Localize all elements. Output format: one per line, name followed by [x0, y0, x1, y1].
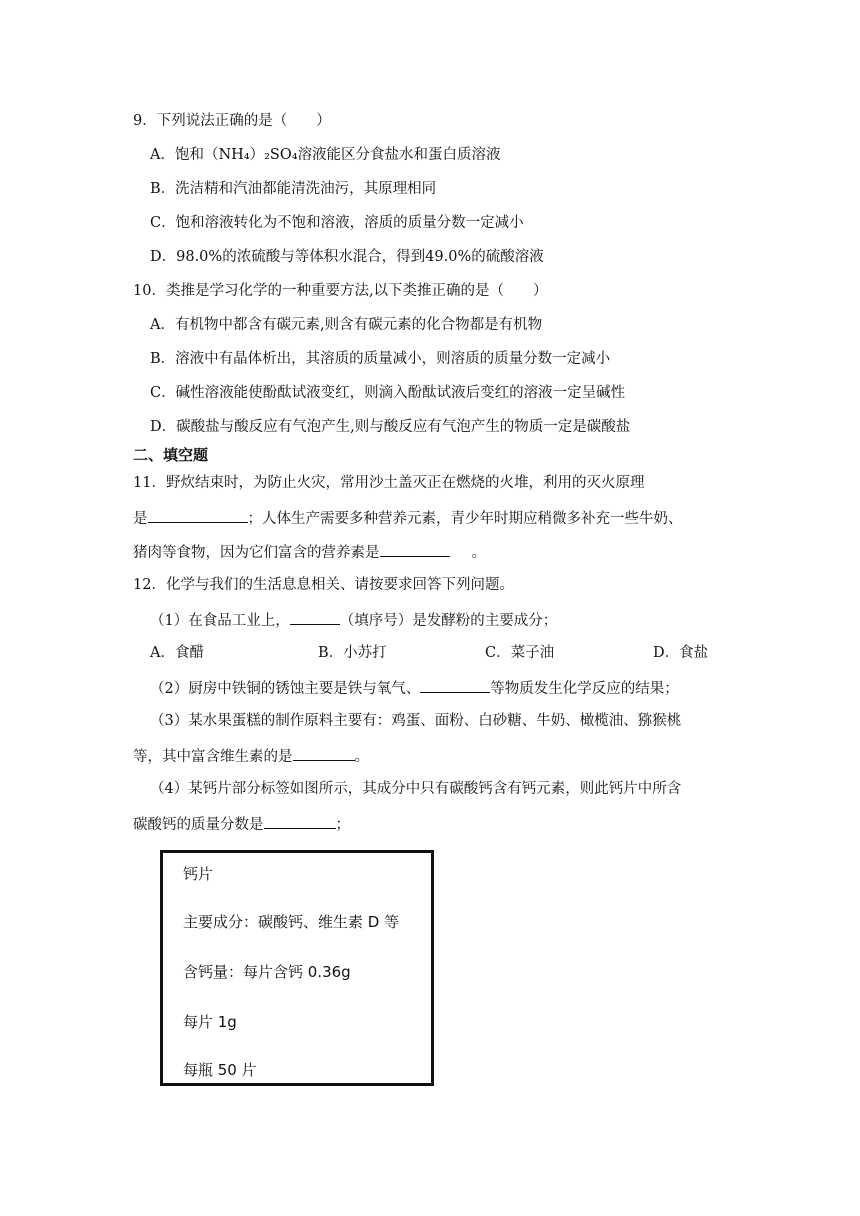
q9-option-b: B．洗洁精和汽油都能清洗油污，其原理相同 — [150, 181, 437, 197]
q11-text: 是 — [133, 511, 148, 527]
answer-blank[interactable] — [420, 677, 490, 693]
label-title: 钙片 — [183, 865, 214, 883]
q9-option-d: D．98.0%的浓硫酸与等体积水混合，得到49.0%的硫酸溶液 — [150, 249, 544, 265]
label-per-bottle: 每瓶 50 片 — [183, 1061, 257, 1079]
q10-option-b: B．溶液中有晶体析出，其溶质的质量减小，则溶质的质量分数一定减小 — [150, 351, 611, 367]
label-ingredients: 主要成分：碳酸钙、维生素 D 等 — [183, 913, 400, 931]
q10-option-c: C．碱性溶液能使酚酞试液变红，则滴入酚酞试液后变红的溶液一定呈碱性 — [150, 385, 626, 401]
q12-option-c: C．菜子油 — [485, 645, 555, 661]
answer-blank[interactable] — [264, 813, 336, 829]
q9-stem: 9．下列说法正确的是（ ） — [133, 113, 331, 129]
q9-option-c: C．饱和溶液转化为不饱和溶液，溶质的质量分数一定减小 — [150, 215, 524, 231]
label-calcium-content: 含钙量：每片含钙 0.36g — [183, 963, 351, 981]
q10-option-a: A．有机物中都含有碳元素,则含有碳元素的化合物都是有机物 — [150, 317, 543, 333]
q11-text: 猪肉等食物，因为它们富含的营养素是 — [133, 545, 380, 561]
q12-text: （填序号）是发酵粉的主要成分； — [339, 613, 558, 629]
q12-part1 — [150, 609, 557, 631]
q12-text: （1）在食品工业上， — [150, 613, 290, 629]
answer-blank[interactable] — [148, 507, 248, 523]
q12-option-d: D．食盐 — [653, 645, 709, 661]
q12-option-b: B．小苏打 — [318, 645, 387, 661]
calcium-tablet-label — [160, 850, 434, 1086]
q12-part4-line2 — [133, 813, 350, 835]
answer-blank[interactable] — [293, 745, 355, 761]
q11-text: ；人体生产需要多种营养元素，青少年时期应稍微多补充一些牛奶、 — [247, 511, 683, 527]
q10-option-d: D．碳酸盐与酸反应有气泡产生,则与酸反应有气泡产生的物质一定是碳酸盐 — [150, 419, 631, 435]
q12-text: 等，其中富含维生素的是 — [133, 749, 293, 765]
q12-text: 。 — [354, 749, 369, 765]
section-heading: 二、填空题 — [133, 446, 209, 464]
answer-blank[interactable] — [380, 541, 450, 557]
q12-text: （2）厨房中铁铜的锈蚀主要是铁与氧气、 — [150, 681, 421, 697]
q10-stem: 10．类推是学习化学的一种重要方法,以下类推正确的是（ ） — [133, 283, 548, 299]
q12-part3-line2 — [133, 745, 369, 767]
q12-text: ； — [335, 817, 350, 833]
q11-text: 。 — [471, 545, 486, 561]
q12-part4-line1: （4）某钙片部分标签如图所示，其成分中只有碳酸钙含有钙元素，则此钙片中所含 — [150, 781, 682, 797]
q11-line2 — [133, 507, 683, 529]
q9-option-a: A．饱和（NH₄）₂SO₄溶液能区分食盐水和蛋白质溶液 — [150, 147, 501, 163]
q12-part3-line1: （3）某水果蛋糕的制作原料主要有：鸡蛋、面粉、白砂糖、牛奶、橄榄油、猕猴桃 — [150, 713, 682, 729]
q12-text: 碳酸钙的质量分数是 — [133, 817, 264, 833]
q12-part2 — [150, 677, 679, 699]
answer-blank[interactable] — [290, 609, 340, 625]
q11-line3 — [133, 541, 486, 563]
q11-line1: 11．野炊结束时，为防止火灾，常用沙土盖灭正在燃烧的火堆，利用的灭火原理 — [133, 475, 645, 491]
q12-option-a: A．食醋 — [150, 645, 204, 661]
q12-text: 等物质发生化学反应的结果； — [490, 681, 679, 697]
q12-stem: 12．化学与我们的生活息息相关、请按要求回答下列问题。 — [133, 577, 514, 593]
label-per-piece: 每片 1g — [183, 1013, 237, 1031]
